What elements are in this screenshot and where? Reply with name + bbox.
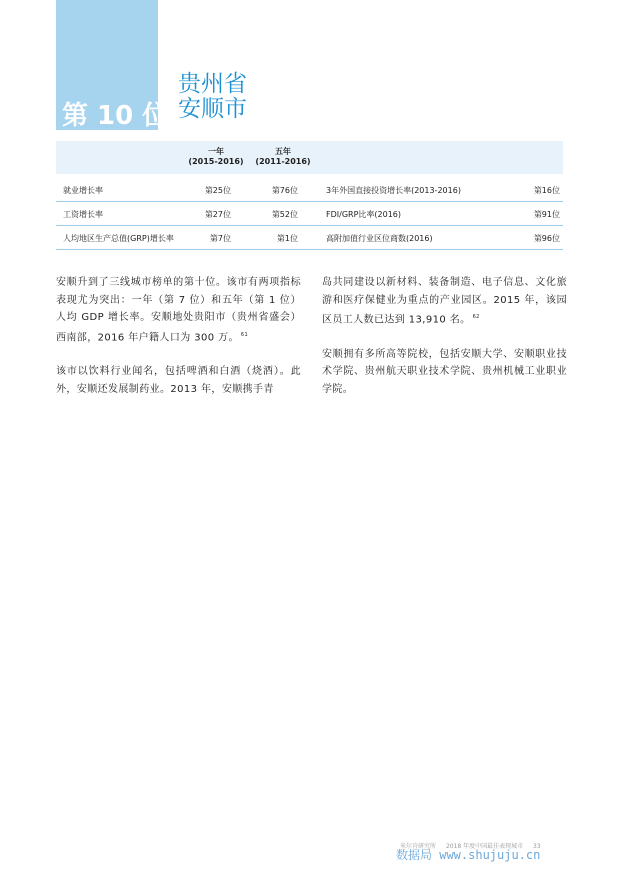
city-name: 安顺市	[178, 96, 247, 122]
indicator-label: 工资增长率	[63, 210, 103, 219]
indicator-label: 人均地区生产总值(GRP)增长率	[63, 234, 174, 243]
body-column-left	[56, 274, 301, 415]
footnote-ref: 62	[472, 314, 480, 320]
indicator-rank-2: 第96位	[533, 234, 560, 243]
page-title	[178, 72, 247, 122]
indicator-label-2: 3年外国直接投资增长率(2013-2016)	[326, 186, 461, 195]
province-name: 贵州省	[178, 71, 247, 97]
column-header-one-year: 一年 (2015-2016)	[188, 147, 244, 166]
table-row	[56, 202, 563, 226]
indicator-label-2: 高附加值行业区位商数(2016)	[326, 234, 433, 243]
indicator-rank-2: 第16位	[533, 186, 560, 195]
one-year-rank: 第7位	[209, 234, 231, 243]
column-header-five-year: 五年 (2011-2016)	[255, 147, 311, 166]
table-row	[56, 178, 563, 202]
paragraph: 该市以饮料行业闻名，包括啤酒和白酒（烧酒）。此外，安顺还发展制药业。2013 年，安顺携手青	[56, 366, 301, 395]
one-year-rank: 第27位	[204, 210, 231, 219]
page-number: 33	[533, 843, 541, 850]
watermark: 数据局 www.shujuju.cn	[396, 848, 541, 862]
footer-publisher: 米尔肯研究所	[400, 843, 437, 850]
indicator-rank-2: 第91位	[533, 210, 560, 219]
footer-report-title: 2018 年度中国最佳表现城市	[445, 843, 524, 850]
paragraph: 岛共同建设以新材料、装备制造、电子信息、文化旅游和医疗保健业为重点的产业园区。2015 年，该园区员工人数已达到 13,910 名。 $^{62}$	[322, 277, 567, 326]
rank-badge: 第 10 位	[62, 101, 169, 131]
table-row	[56, 226, 563, 250]
five-year-rank: 第1位	[276, 234, 298, 243]
indicator-label: 就业增长率	[63, 186, 103, 195]
footnote-ref: 61	[240, 331, 249, 338]
five-year-rank: 第52位	[271, 210, 298, 219]
ranking-table	[56, 178, 563, 250]
paragraph: 安顺升到了三线城市榜单的第十位。该市有两项指标表现尤为突出：一年（第 7 位）和五年（第 1 位）人均 GDP 增长率。安顺地处贵阳市（贵州省盛会）西南部，2016 年户籍人口为 300 万。 $^{61}$	[56, 277, 301, 343]
five-year-rank: 第76位	[271, 186, 298, 195]
indicator-label-2: FDI/GRP比率(2016)	[326, 210, 401, 219]
body-column-right	[322, 274, 567, 415]
one-year-rank: 第25位	[204, 186, 231, 195]
paragraph: 安顺拥有多所高等院校，包括安顺大学、安顺职业技术学院、贵州航天职业技术学院、贵州机械工业职业学院。	[322, 348, 567, 395]
